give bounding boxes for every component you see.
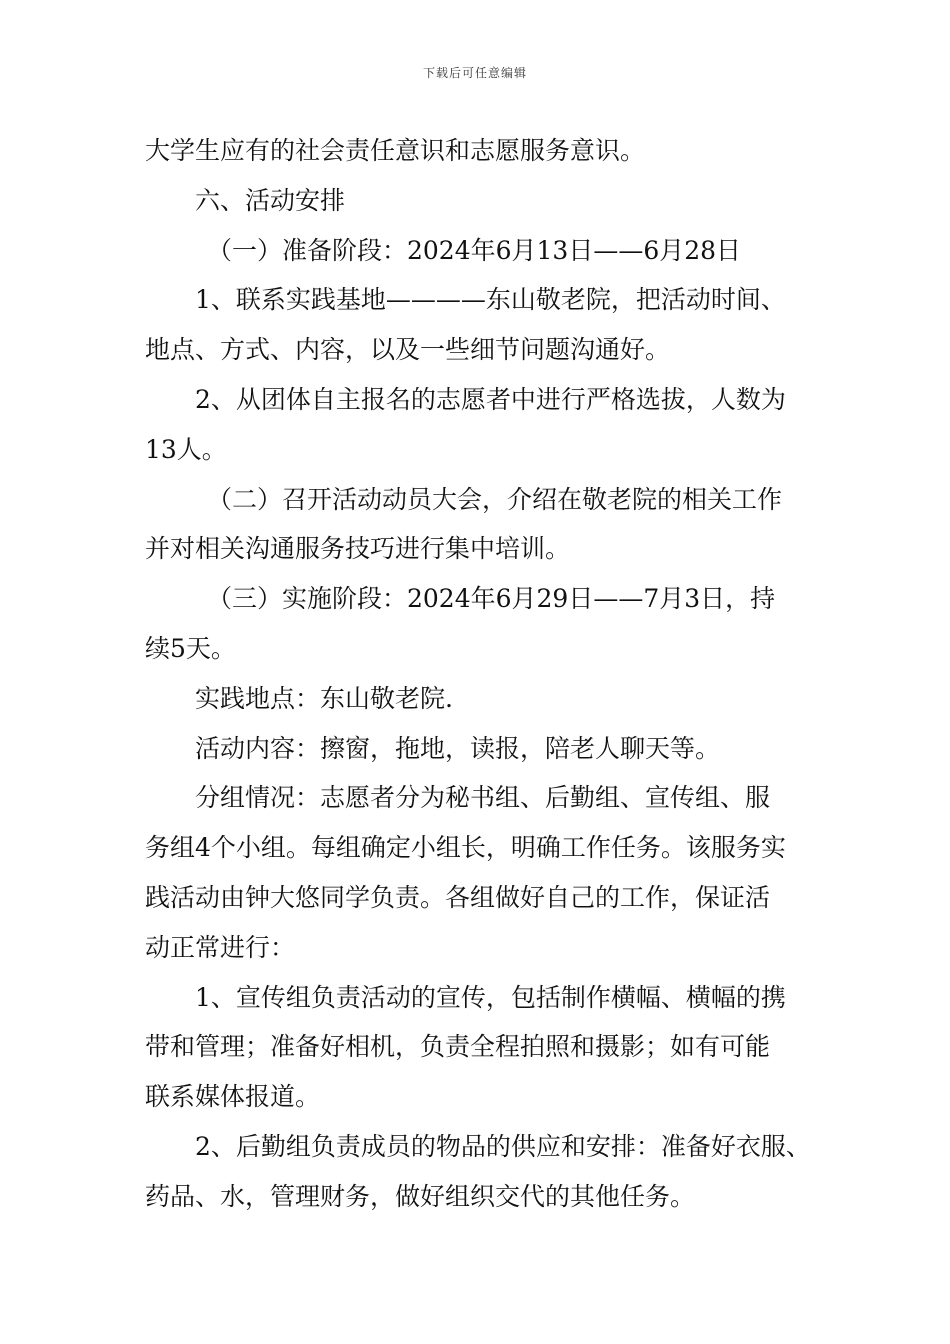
- text-line: （三）实施阶段：2024年6月29日——7月3日，持: [207, 584, 776, 614]
- subsection-heading: [145, 226, 835, 276]
- text-line: （二）召开活动动员大会，介绍在敬老院的相关工作: [207, 484, 783, 514]
- text-line: 分组情况：志愿者分为秘书组、后勤组、宣传组、服: [195, 783, 771, 813]
- paragraph: [145, 674, 835, 724]
- text-line: 活动内容：擦窗，拖地，读报，陪老人聊天等。: [195, 733, 721, 763]
- text-line: 续5天。: [145, 633, 236, 663]
- text-line: 1、联系实践基地————东山敬老院，把活动时间、: [195, 285, 786, 315]
- page-header: 下载后可任意编辑: [422, 66, 527, 80]
- text-line: 实践地点：东山敬老院.: [195, 683, 453, 713]
- text-line: 并对相关沟通服务技巧进行集中培训。: [145, 534, 571, 564]
- text-line: （一）准备阶段：2024年6月13日——6月28日: [207, 235, 742, 265]
- text-line: 1、宣传组负责活动的宣传，包括制作横幅、横幅的携: [195, 982, 786, 1012]
- paragraph: [145, 275, 835, 375]
- paragraph: [145, 973, 835, 1122]
- text-line: 动正常进行：: [145, 932, 296, 962]
- paragraph: [145, 574, 835, 674]
- paragraph: [145, 375, 835, 475]
- paragraph: [145, 724, 835, 774]
- document-body: [145, 126, 835, 1222]
- text-line: 地点、方式、内容，以及一些细节问题沟通好。: [145, 335, 671, 365]
- paragraph: [145, 773, 835, 972]
- section-heading: [145, 176, 835, 226]
- paragraph: [145, 126, 835, 176]
- text-line: 大学生应有的社会责任意识和志愿服务意识。: [145, 136, 646, 165]
- text-line: 带和管理；准备好相机，负责全程拍照和摄影；如有可能: [145, 1032, 771, 1062]
- paragraph: [145, 1122, 835, 1222]
- text-line: 13人。: [145, 434, 227, 464]
- text-line: 践活动由钟大悠同学负责。各组做好自己的工作，保证活: [145, 882, 771, 912]
- text-line: 2、后勤组负责成员的物品的供应和安排：准备好衣服、: [195, 1131, 811, 1161]
- paragraph: [145, 475, 835, 575]
- text-line: 务组4个小组。每组确定小组长，明确工作任务。该服务实: [145, 833, 786, 863]
- text-line: 2、从团体自主报名的志愿者中进行严格选拔，人数为: [195, 384, 786, 414]
- text-line: 六、活动安排: [195, 185, 346, 215]
- text-line: 联系媒体报道。: [145, 1082, 321, 1112]
- text-line: 药品、水，管理财务，做好组织交代的其他任务。: [145, 1181, 696, 1211]
